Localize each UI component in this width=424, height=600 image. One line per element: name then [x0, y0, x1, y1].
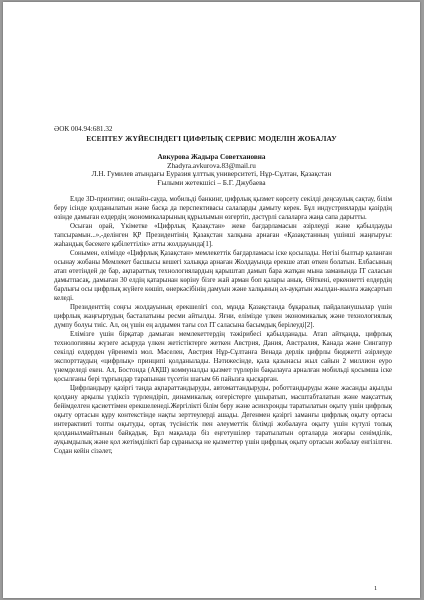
author-name: Авкурова Жадыра Советхановна: [157, 153, 266, 161]
author-affiliation: Л.Н. Гумилев атындағы Еуразия ұлттық университеті, Нұр-Сұлтан, Қазақстан: [91, 170, 332, 178]
body-paragraph: Сонымен, елімізде «Цифрлық Қазақстан» мемлекеттік бағдарламасы іске қосылады. Негізі былтыр қаланған осынау жобаны Мемлекет басшысы кешегі халыққа арнаған Жолдауында ерекше атап өткен болатын. Елбасының атап өтетіндей де бар, ақпараттық технологиялардың қарыштап дамып бара жатқан мына заманында IT саласын дамытпасақ, дамыған 30 елдің қатарынан көріну бізге жай арман боп қалары анық. Өйткені, еркениетті елдердің барлығы осы цифрлық жүйеге көшіп, өнеркәсібінің дамуын және халқының әл-ауқатын жылдан-жылға жақсартып келеді.: [54, 250, 392, 302]
body-paragraph: Цифрландыру қазіргі таңда ақпараттандыруды, автоматтандыруды, роботтандыруды және жасанды ақылды қолдану арқылы үздіксіз түрлендіріп, динамикалық өзгерістерге ұшыратып, масштабталатын және мақсаттық бейімделген қасиеттімен ерекшеленеді.Жергілікті білім беру және асинхронды таратылатын оқыту үшін цифрлық оқыту ортасын құру контекстінде нақты зерттеулерді ашады. Дегенмен қазіргі заманғы цифрлық оқыту ортасы интерактивті топты оқытуды, ортақ түсіністік пен әлеуметтік білімді жобалауға оқыту үшін күтулі толық қолданылмайтынын байқадық. Бұл мақалада біз еңгетушілер таратылатын орталарда жоғары сенімділік, ауқымдылық және қол жетімділікті бар сұранысқа не қызметтер үшін цифрлық оқыту ортасын жобалау енгізілген. Содан кейін сізәлет,: [54, 385, 392, 455]
body-paragraph: Президенттің соңғы жолдауының ерекшелігі сол, мұнда Қазақстанда бұқаралық пайдаланушылар үшін цифрлық жаңғыртудың басталатыны ресми айтылды. Яғни, елімізде үлкен экономикалық және технологиялық дүмпу болуы тиіс. Ал, оң үшін ең алдымен тағы сол IT саласына басымдық берілеуді[2].: [54, 304, 392, 329]
body-paragraph: Елде 3D-принтинг, онлайн-сауда, мобильді банкинг, цифрлық қызмет көрсету секілді деңсаулық сақтау, білім беру ісінде қолданылатын және басқа да перспективасы салаларды дамыту керек. Бұл индустрияларды қазірдің өзінде дамыған елдердің экономикаларының құрылымын өзгертіп, дәстүрлі салаларға жаңа сапа дарытты.: [54, 196, 392, 221]
article-body: [54, 195, 392, 456]
author-email: Zhadyra.avkurova.83@mail.ru: [167, 162, 256, 170]
document-page: [3, 2, 420, 598]
udc-code: ӘОК 004.94:681.32: [54, 125, 113, 133]
body-paragraph: Осыған орай, Үкіметке «Цифрлық Қазақстан» жеке бағдарламасын әзірлеуді және қабылдауды тапсырамын...»,-делінген ҚР Президентінің Қазақстан халқына арнаған «Қазақстанның үшінші жаңғыруы: жаһандық бәсекеге қабілеттілік» атты жолдауында[1].: [54, 223, 392, 248]
body-paragraph: Елімізгe үшін бірқатар дамыған мемлекеттердің тәжірибесі қабылданады. Атап айтқанда, цифрлық технологияны жүзеге асыруда үлкен жетістіктерге жеткен Австрия, Дания, Австралия, Канада және Сингапур секілді елдерден үйренеміз мол. Мәселен, Австрия Нұр-Сұлтанға Венада дерлік цифрлы бюджетті әзірлеуде экспорттаудың «цифрлық» принципі қолданылады. Нәтижесінде, қала қазынасы жыл сайын 2 миллион еуро үнемделеді екен. Ал, Бостонда (АҚШ) коммуналды қызмет түрлерін бақылауға арналған мобильді қосымша іске қосылғаны бері тұрғындар тарапынан түсетін шағым 66 пайызға қысқарған.: [54, 331, 392, 383]
scientific-supervisor: Ғылыми жетекшісі – Б.Г. Джубаева: [157, 179, 266, 187]
article-title: ЕСЕПТЕУ ЖҮЙЕСІНДЕГІ ЦИФРЛЫҚ СЕРВИС МОДЕЛІН ЖОБАЛАУ: [86, 134, 337, 143]
page-number: 1: [374, 585, 378, 592]
